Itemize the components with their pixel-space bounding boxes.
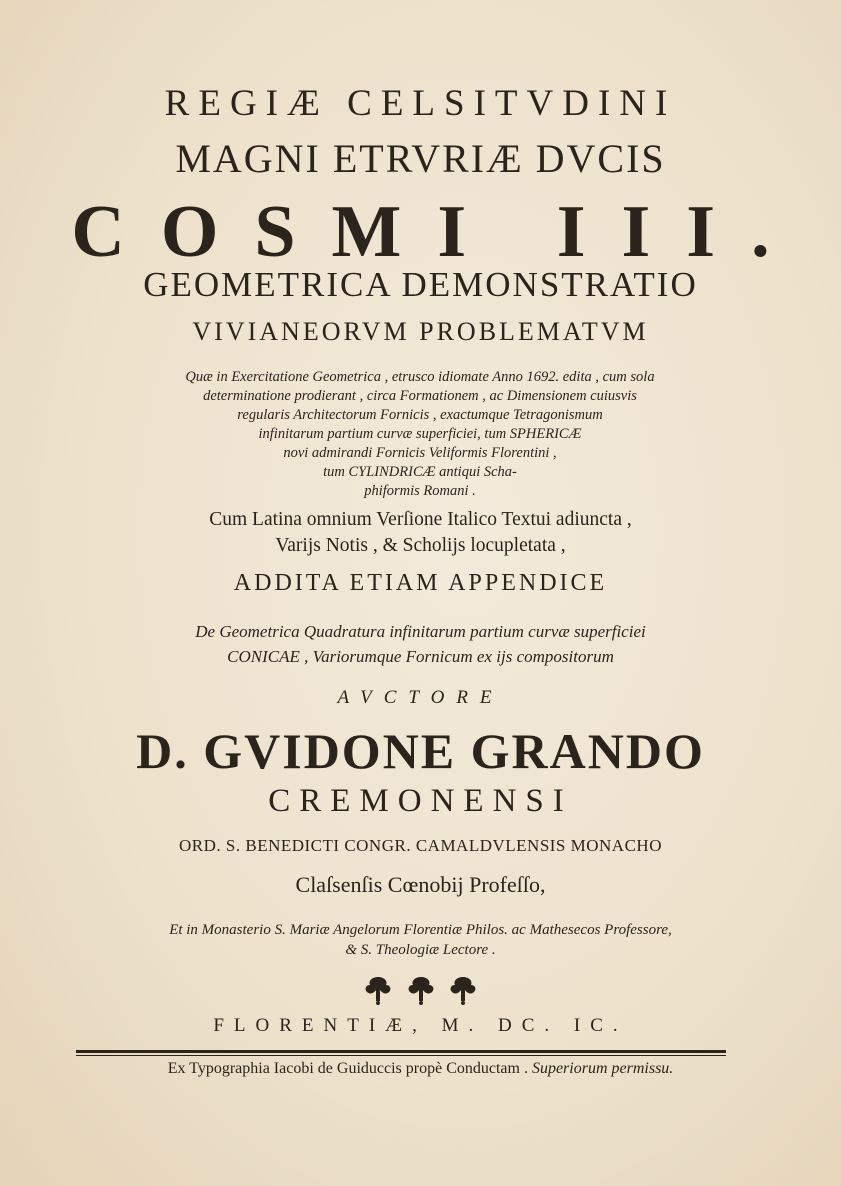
author-position-2: & S. Theologiæ Lectore .	[345, 942, 496, 958]
author-name: D. GVIDONE GRANDO	[136, 723, 705, 779]
author-order: ORD. S. BENEDICTI CONGR. CAMALDVLENSIS MONACHO	[179, 836, 662, 855]
description-block	[80, 368, 760, 501]
author-origin: CREMONENSI	[268, 783, 573, 819]
appendix-line-2: CONICAE , Variorumque Fornicum ex ijs compositorum	[227, 647, 614, 666]
fleuron-ornament-icon	[360, 972, 482, 1006]
description-line: tum CYLINDRICÆ antiqui Scha-	[323, 464, 517, 480]
appendix-line-1: De Geometrica Quadratura infinitarum partium curvæ superficiei	[195, 622, 646, 641]
author-profession: Claſsenſis Cœnobij Profeſſo,	[295, 872, 546, 897]
description-line: phiformis Romani .	[364, 483, 476, 499]
imprint-permission: Superiorum permissu.	[531, 1060, 674, 1077]
subtitle: VIVIANEORVM PROBLEMATVM	[192, 317, 649, 346]
main-title: GEOMETRICA DEMONSTRATIO	[143, 265, 698, 304]
dedicatee-name: COSMI III.	[71, 191, 806, 273]
author-label: AVCTORE	[337, 687, 504, 708]
dedication-line-2: MAGNI ETRVRIÆ DVCIS	[175, 136, 666, 181]
version-note-2: Varijs Notis , & Scholijs locupletata ,	[275, 535, 566, 556]
author-position-1: Et in Monasterio S. Mariæ Angelorum Florentiæ Philos. ac Mathesecos Professore,	[169, 922, 672, 938]
imprint-place-date: FLORENTIÆ, M. DC. IC.	[213, 1015, 628, 1036]
imprint-printer	[0, 1060, 841, 1078]
description-line: determinatione prodierant , circa Formationem , ac Dimensionem cuiusvis	[203, 388, 637, 404]
imprint-printer-main: Ex Typographia Iacobi de Guiduccis propè Conductam .	[167, 1060, 532, 1077]
description-line: novi admirandi Fornicis Veliformis Florentini ,	[283, 445, 557, 461]
appendix-heading: ADDITA ETIAM APPENDICE	[233, 570, 608, 596]
dedication-line-1: REGIÆ CELSITVDINI	[164, 83, 677, 124]
description-line: infinitarum partium curvæ superficiei, tum SPHERICÆ	[258, 426, 582, 442]
imprint-rule-thick	[76, 1050, 726, 1053]
description-line: Quæ in Exercitatione Geometrica , etrusco idiomate Anno 1692. edita , cum sola	[185, 369, 655, 385]
version-note-1: Cum Latina omnium Verſione Italico Textui adiuncta ,	[209, 509, 632, 530]
description-line: regularis Architectorum Fornicis , exactumque Tetragonismum	[237, 407, 603, 423]
imprint-rule-thin	[76, 1055, 726, 1056]
